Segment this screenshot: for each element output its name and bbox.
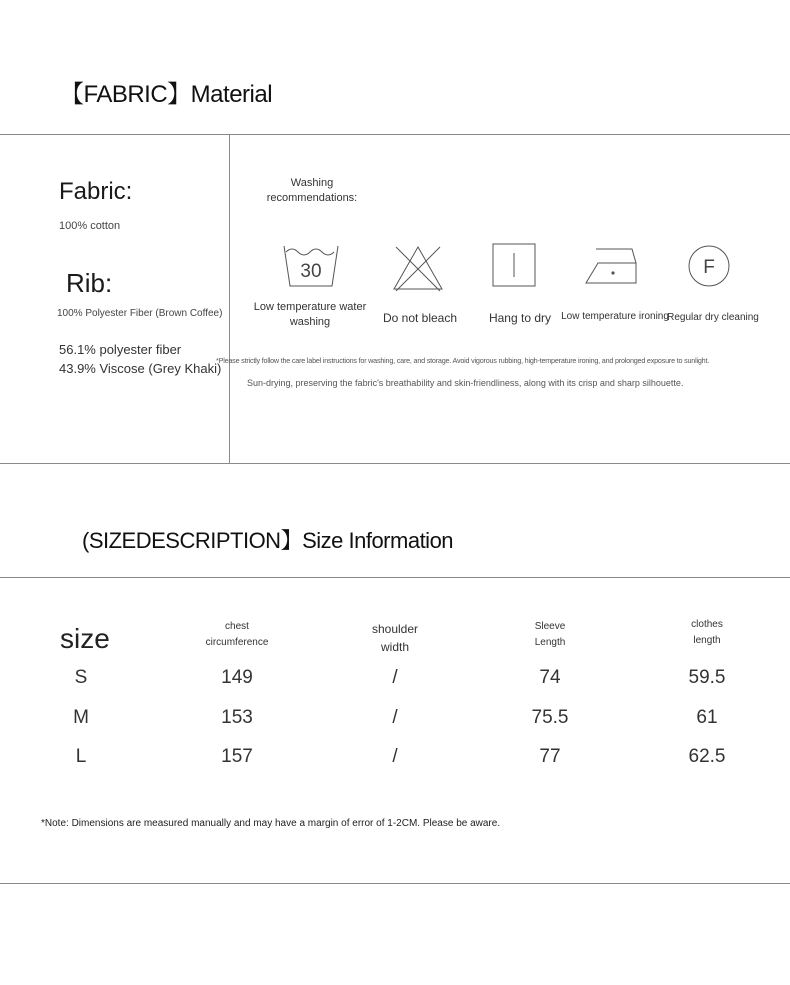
care-note-2: Sun-drying, preserving the fabric's breathability and skin-friendliness, along with its crisp and sharp silhouette. (247, 378, 684, 388)
care-label-bleach: Do not bleach (382, 311, 458, 325)
wash-30-icon (282, 242, 340, 295)
table-row-m-sleeve: 75.5 (531, 707, 569, 728)
header-shoulder: shoulder width (371, 622, 419, 654)
rib-value-1: 100% Polyester Fiber (Brown Coffee) (57, 308, 223, 319)
divider-top (0, 134, 790, 135)
wash-temperature-text: 30 (300, 261, 322, 282)
table-row-l-chest: 157 (221, 746, 253, 767)
fabric-label: Fabric: (59, 178, 133, 205)
fabric-section-title: 【FABRIC】Material (60, 81, 273, 108)
header-sleeve: Sleeve Length (534, 621, 566, 648)
care-label-dryclean: Regular dry cleaning (667, 312, 759, 323)
size-note: *Note: Dimensions are measured manually and may have a margin of error of 1-2CM. Please be aware. (41, 818, 501, 829)
header-length: clothes length (691, 619, 723, 646)
divider-size-top (0, 577, 790, 578)
table-row-s-shoulder: / (392, 667, 398, 688)
care-label-hang: Hang to dry (488, 311, 552, 325)
rib-label: Rib: (66, 268, 113, 298)
rib-value-2: 56.1% polyester fiber (59, 342, 182, 357)
header-chest: chest circumference (205, 621, 269, 648)
low-iron-icon (584, 245, 640, 292)
table-row-l-length: 62.5 (688, 746, 726, 767)
divider-vertical (229, 134, 230, 463)
table-row-m-length: 61 (696, 707, 718, 728)
dry-clean-icon (688, 244, 732, 293)
fabric-value: 100% cotton (59, 220, 121, 232)
table-row-m-size: M (73, 707, 89, 728)
washing-heading: Washing recommendations: (266, 177, 358, 204)
table-row-s-size: S (74, 667, 88, 688)
care-note-1: *Please strictly follow the care label instructions for washing, care, and storage. Avoid vigorous rubbing, high-temperature ironing, and prolonged exposure to sunlight. (216, 356, 710, 365)
table-row-m-chest: 153 (221, 707, 253, 728)
size-section-title: (SIZEDESCRIPTION】Size Information (82, 528, 454, 553)
table-row-l-shoulder: / (392, 746, 398, 767)
size-column-header: size (60, 623, 110, 654)
no-bleach-icon (392, 243, 444, 298)
dry-clean-symbol: F (703, 257, 715, 278)
hang-dry-icon (492, 243, 538, 294)
care-label-iron: Low temperature ironing (561, 311, 669, 322)
table-row-l-size: L (75, 746, 87, 767)
care-label-wash: Low temperature water washing (253, 301, 367, 328)
rib-value-3: 43.9% Viscose (Grey Khaki) (59, 361, 222, 376)
table-row-l-sleeve: 77 (539, 746, 561, 767)
table-row-s-chest: 149 (221, 667, 253, 688)
divider-fabric-bottom (0, 463, 790, 464)
table-row-s-length: 59.5 (688, 667, 726, 688)
table-row-s-sleeve: 74 (539, 667, 561, 688)
table-row-m-shoulder: / (392, 707, 398, 728)
divider-bottom (0, 883, 790, 884)
